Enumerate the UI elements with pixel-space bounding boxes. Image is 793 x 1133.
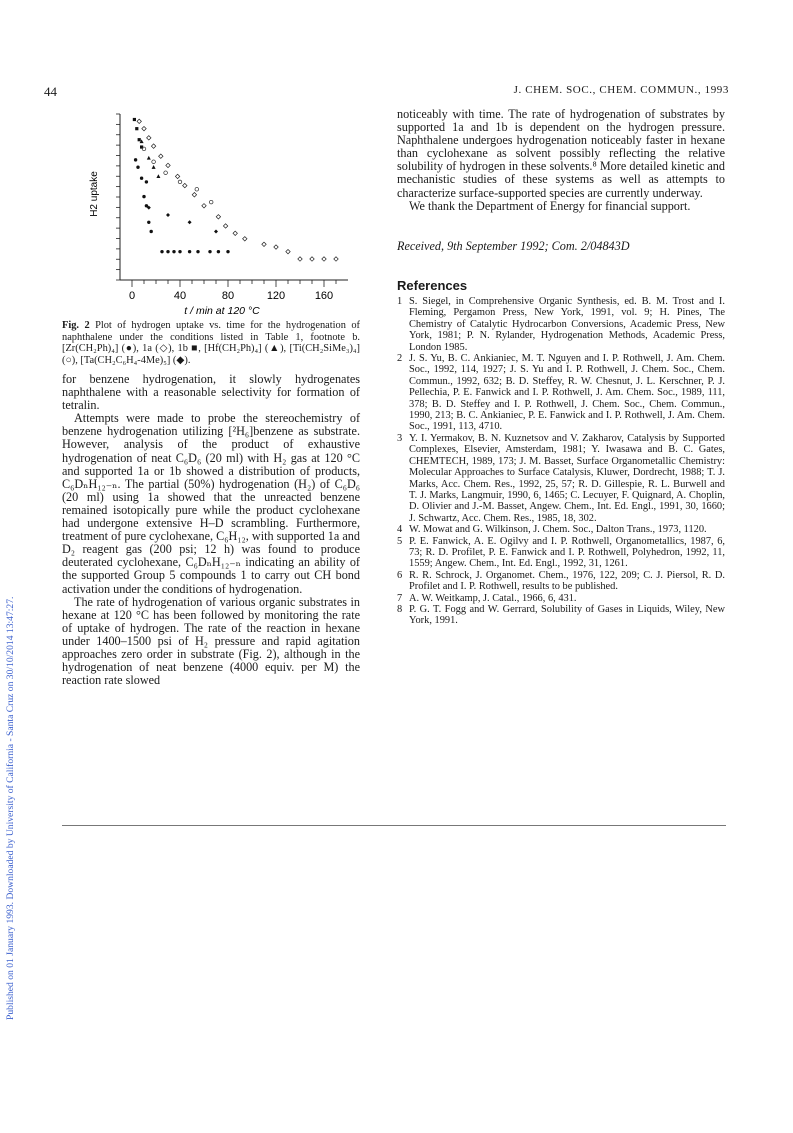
x-tick-label: 80 — [221, 290, 235, 302]
data-point-1a — [192, 193, 196, 197]
reference-text: R. R. Schrock, J. Organomet. Chem., 1976, 122, 209; C. J. Piersol, R. D. Profilet and I. P. Rothwell, results to be published. — [409, 569, 725, 593]
data-point-1a — [216, 215, 220, 219]
data-point-1a — [166, 163, 170, 167]
data-point-1b — [138, 138, 141, 141]
left-column-text — [62, 373, 360, 687]
data-point-1a — [274, 245, 278, 249]
data-point-1a — [183, 183, 187, 187]
chart-axes — [116, 114, 348, 302]
reference-text: J. S. Yu, B. C. Ankianiec, M. T. Nguyen and I. P. Rothwell, J. Am. Chem. Soc., 1992, 114, 1927; J. S. Yu and I. P. Rothwell, J. Chem. Soc., Chem. Commun., 1992, 632; B. D. Steffey, R. W. Chesnut, J. L. Kerschner, P. J. Pellechia, P. E. Fanwick and I. P. Rothwell, J. Am. Chem. Soc., 1989, 111, 378; B. D. Steffey and I. P. Rothwell, J. Chem. Soc., Chem. Commun., 1990, 213; B. C. Ankianiec, P. E. Fanwick and I. P. Rothwell, J. Am. Chem. Soc., 1991, 113, 4710. — [409, 353, 725, 433]
x-axis-label: t / min at 120 °C — [184, 305, 260, 317]
reference-number: 1 — [397, 296, 403, 307]
data-point-zr — [150, 230, 153, 233]
x-tick-label: 160 — [314, 290, 334, 302]
reference-text: P. G. T. Fogg and W. Gerrard, Solubility of Gases in Liquids, Wiley, New York, 1991. — [409, 603, 725, 627]
reference-number: 5 — [397, 535, 403, 547]
reference-item — [397, 570, 725, 593]
data-point-1a — [159, 154, 163, 158]
data-point-zr — [208, 250, 211, 253]
right-column-text — [397, 108, 725, 213]
reference-text: A. W. Weitkamp, J. Catal., 1966, 6, 431. — [409, 592, 577, 604]
data-point-zr — [134, 158, 137, 161]
figure-caption — [62, 320, 360, 366]
figure-2-scatter-chart — [80, 108, 360, 318]
data-point-1a — [233, 231, 237, 235]
running-header: J. CHEM. SOC., CHEM. COMMUN., 1993 — [513, 84, 729, 96]
reference-number: 7 — [397, 592, 403, 604]
data-point-1a — [334, 257, 338, 261]
data-point-hf — [147, 156, 151, 160]
body-paragraph: The rate of hydrogenation of various organic substrates in hexane at 120 °C has been followed by monitoring the rate of uptake of hydrogen. The rate of the reaction in hexane under 1400–1500 psi of H₂ pressure and rapid agitation approaches zero order in substrate (Fig. 2), although in the hydrogenation of neat benzene (4000 equiv. per M) the reaction rate slowed — [62, 594, 360, 688]
reference-item — [397, 593, 725, 604]
reference-number: 8 — [397, 603, 403, 615]
reference-item — [397, 536, 725, 570]
page-bottom-rule — [62, 825, 726, 826]
data-point-1a — [147, 136, 151, 140]
reference-item — [397, 296, 725, 353]
data-point-ti — [209, 200, 213, 204]
x-tick-label: 0 — [128, 290, 136, 302]
data-point-zr — [147, 221, 150, 224]
reference-text: Y. I. Yermakov, B. N. Kuznetsov and V. Zakharov, Catalysis by Supported Complexes, Elsevier, Amsterdam, 1981; Y. Iwasawa and B. C. Gates, CHEMTECH, 1989, 173; J. M. Basset, Surface Organometallic Chemistry: Molecular Approaches to Surface Catalysis, Kluwer, Dordrecht, 1988; T. J. Marks, Acc. Chem. Res., 1992, 25, 57; R. D. Gillespie, R. L. Burwell and T. J. Marks, Langmuir, 1990, 6, 1465; C. Lecuyer, F. Quignard, A. Choplin, D. Olivier and J.-M. Basset, Angew. Chem., Int. Ed. Engl., 1991, 30, 1660; J. Schwartz, Acc. Chem. Res., 1985, 18, 302. — [409, 432, 725, 524]
reference-text: P. E. Fanwick, A. E. Ogilvy and I. P. Rothwell, Organometallics, 1987, 6, 73; R. D. Profilet, P. E. Fanwick and I. P. Rothwell, Polyhedron, 1992, 11, 1559; Angew. Chem., Int. Ed. Engl., 1992, 31, 1261. — [409, 535, 725, 570]
data-point-zr — [226, 250, 229, 253]
data-point-ta — [188, 220, 192, 224]
data-point-1a — [322, 257, 326, 261]
data-point-1a — [137, 119, 141, 123]
data-point-zr — [217, 250, 220, 253]
reference-item — [397, 433, 725, 524]
data-point-zr — [178, 250, 181, 253]
data-point-zr — [140, 177, 143, 180]
data-point-ti — [142, 147, 146, 151]
data-point-ta — [166, 213, 170, 217]
caption-label: Fig. 2 — [62, 320, 90, 331]
data-point-1a — [151, 144, 155, 148]
data-point-hf — [156, 174, 160, 178]
data-point-1a — [142, 126, 146, 130]
references-heading: References — [397, 278, 468, 293]
reference-item — [397, 604, 725, 627]
reference-item — [397, 353, 725, 433]
download-provenance-strip — [4, 200, 18, 1020]
data-point-hf — [152, 165, 156, 169]
data-point-zr — [142, 195, 145, 198]
data-point-zr — [188, 250, 191, 253]
data-point-1a — [286, 249, 290, 253]
body-paragraph: for benzene hydrogenation, it slowly hydrogenates naphthalene with a reasonable selectivity for formation of tetralin. — [62, 372, 360, 413]
data-point-1a — [175, 174, 179, 178]
data-point-ti — [178, 180, 182, 184]
data-point-ti — [152, 160, 156, 164]
data-point-zr — [136, 166, 139, 169]
received-line: Received, 9th September 1992; Com. 2/04843D — [397, 239, 630, 253]
x-tick-label: 40 — [173, 290, 187, 302]
body-paragraph: Attempts were made to probe the stereochemistry of benzene hydrogenation utilizing [²H₆]benzene as substrate. However, analysis of the product of exhaustive hydrogenation of neat C₆D₆ (20 ml) with H₂ gas at 120 °C and supported 1a or 1b showed a distribution of products, C₆DₙH₁₂₋ₙ. The partial (50%) hydrogenation (H₂) of C₆D₆ (20 ml) using 1a showed that the unreacted benzene remained isotopically pure while the product cyclohexane had undergone extensive H–D scrambling. Furthermore, treatment of pure cyclohexane, C₆H₁₂, with supported 1a and D₂ reagent gas (200 psi; 12 h) was found to produce deuterated cyclohexane, C₆DₙH₁₂₋ₙ indicating an ability of the supported Group 5 compounds 1 to carry out CH bond activation under the conditions of hydrogenation. — [62, 411, 360, 596]
data-point-zr — [160, 250, 163, 253]
reference-text: W. Mowat and G. Wilkinson, J. Chem. Soc., Dalton Trans., 1973, 1120. — [409, 524, 707, 536]
y-axis-label: H2 uptake — [89, 171, 100, 217]
data-point-1a — [202, 204, 206, 208]
data-point-1b — [133, 118, 136, 121]
x-tick-label: 120 — [266, 290, 286, 302]
caption-text: Plot of hydrogen uptake vs. time for the hydrogenation of naphthalene under the conditions listed in Table 1, footnote b. [Zr(CH₂Ph)₄] (●), 1a (◇), 1b ■, [Hf(CH₂Ph)₄] (▲), [Ti(CH₂SiMe₃)₄] (○), [Ta(CH₂C₆H₄-4Me)₅] (◆). — [62, 320, 360, 366]
body-paragraph: noticeably with time. The rate of hydrogenation of substrates by supported 1a and 1b is dependent on the hydrogen pressure. Naphthalene undergoes hydrogenation noticeably faster in hexane than cyclohexane as solvent possibly reflecting the relative solubility of hydrogen in these solvents.⁸ More detailed kinetic and mechanistic studies of these systems as well as attempts to characterize surface-supported species are currently underway. — [397, 107, 725, 200]
reference-text: S. Siegel, in Comprehensive Organic Synthesis, ed. B. M. Trost and I. Fleming, Pergamon Press, New York, 1991, vol. 9; H. Pines, The Chemistry of Catalytic Hydrocarbon Conversions, Academic Press, New York, 1981; P. N. Rylander, Hydrogenation Methods, Academic Press, London 1985. — [409, 296, 725, 353]
references-list — [397, 296, 725, 627]
data-point-ti — [195, 187, 199, 191]
data-point-zr — [172, 250, 175, 253]
reference-item — [397, 524, 725, 535]
data-point-1a — [262, 242, 266, 246]
provenance-text: Published on 01 January 1993. Downloaded by University of California - Santa Cruz on 30/10/2014 13:47:27. — [5, 596, 16, 1020]
data-point-1b — [135, 127, 138, 130]
reference-number: 4 — [397, 524, 403, 536]
data-point-ta — [214, 229, 218, 233]
data-point-ti — [164, 171, 168, 175]
data-point-1a — [298, 257, 302, 261]
data-point-zr — [166, 250, 169, 253]
data-point-zr — [145, 180, 148, 183]
reference-number: 2 — [397, 353, 403, 365]
acknowledgement-paragraph: We thank the Department of Energy for financial support. — [409, 198, 691, 213]
data-point-1a — [310, 257, 314, 261]
chart-marks — [133, 118, 338, 261]
reference-number: 6 — [397, 569, 403, 581]
page-number: 44 — [44, 84, 57, 99]
data-point-1a — [243, 237, 247, 241]
data-point-1a — [223, 224, 227, 228]
data-point-zr — [196, 250, 199, 253]
reference-number: 3 — [397, 432, 403, 444]
